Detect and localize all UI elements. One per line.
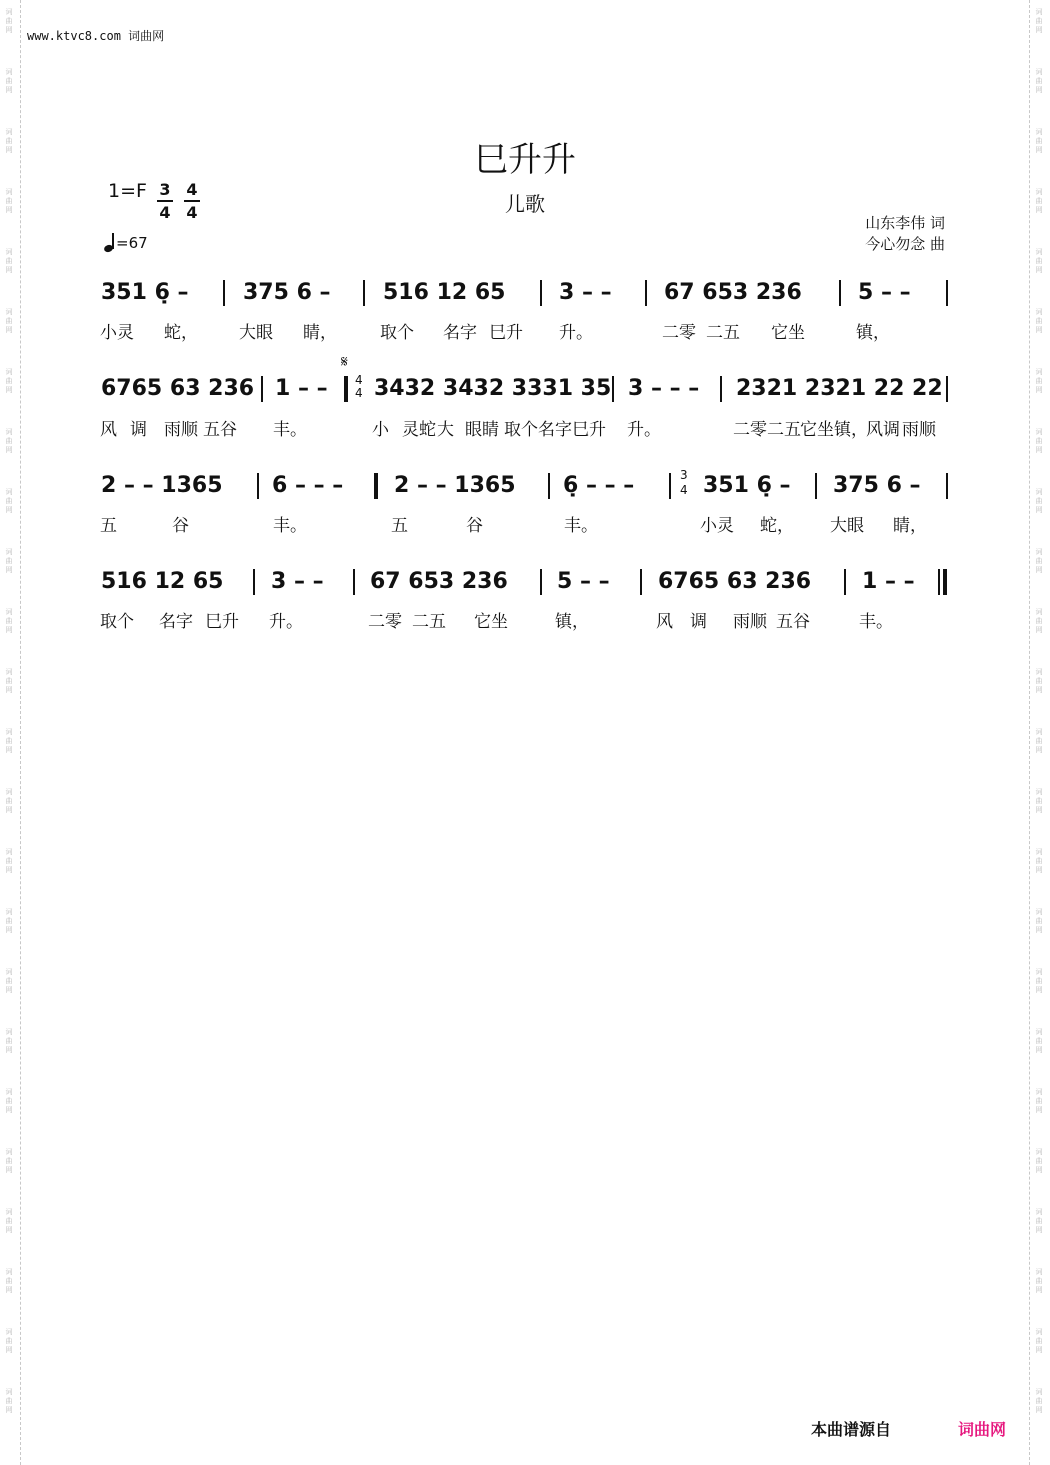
lyric: 睛， bbox=[893, 516, 927, 536]
watermark-text: 词曲网 bbox=[1035, 488, 1043, 514]
lyric: 二五 bbox=[412, 612, 446, 632]
lyric: 升。 bbox=[627, 420, 661, 440]
lyric: 升。 bbox=[559, 323, 593, 343]
watermark-text: 词曲网 bbox=[1035, 1088, 1043, 1114]
time-change-3-4: 3 4 bbox=[680, 468, 688, 497]
left-margin-strip bbox=[0, 0, 21, 1465]
watermark-text: 词曲网 bbox=[1035, 968, 1043, 994]
measure: 516 12 65 bbox=[383, 280, 506, 305]
barline bbox=[253, 569, 255, 595]
watermark-text: 词曲网 bbox=[1035, 788, 1043, 814]
watermark-text: 词曲网 bbox=[1035, 248, 1043, 274]
lyric: 雨顺 bbox=[164, 420, 198, 440]
barline bbox=[540, 569, 542, 595]
time-signature-4-4: 4 4 bbox=[184, 180, 200, 222]
watermark-text: 词曲网 bbox=[1035, 1268, 1043, 1294]
lyric: 五谷 bbox=[776, 612, 810, 632]
lyric: 镇， bbox=[555, 612, 589, 632]
watermark-text: 词曲网 bbox=[5, 548, 13, 574]
watermark-text: 词曲网 bbox=[1035, 308, 1043, 334]
lyric: 雨顺 bbox=[902, 420, 936, 440]
footer-source-label: 本曲谱源自 bbox=[811, 1420, 892, 1439]
lyric: 取个 bbox=[100, 612, 134, 632]
watermark-text: 词曲网 bbox=[5, 368, 13, 394]
repeat-end-barline bbox=[374, 473, 378, 499]
lyric: 眼睛 bbox=[465, 420, 499, 440]
barline bbox=[946, 376, 948, 402]
lyric: 风调 bbox=[866, 420, 900, 440]
measure: 67 653 236 bbox=[370, 569, 508, 594]
watermark-text: 词曲网 bbox=[1035, 8, 1043, 34]
lyric: 升。 bbox=[269, 612, 303, 632]
lyric: 丰。 bbox=[273, 420, 307, 440]
watermark-text: 词曲网 bbox=[5, 1028, 13, 1054]
repeat-start-barline bbox=[344, 376, 348, 402]
right-margin-strip bbox=[1029, 0, 1050, 1465]
quarter-note-icon bbox=[104, 232, 116, 252]
score-line-1 bbox=[0, 272, 1050, 312]
time-change-4-4: 4 4 bbox=[355, 373, 363, 400]
measure: 6765 63 236 bbox=[658, 569, 812, 594]
watermark-text: 词曲网 bbox=[5, 248, 13, 274]
lyric: 风 bbox=[656, 612, 673, 632]
lyric: 调 bbox=[130, 420, 147, 440]
watermark-text: 词曲网 bbox=[5, 188, 13, 214]
barline bbox=[548, 473, 550, 499]
watermark-text: 词曲网 bbox=[5, 728, 13, 754]
lyric: 巳升 bbox=[205, 612, 239, 632]
measure: 3 – – bbox=[559, 280, 612, 305]
lyric: 巳升 bbox=[489, 323, 523, 343]
watermark-text: 词曲网 bbox=[5, 488, 13, 514]
watermark-text: 词曲网 bbox=[5, 8, 13, 34]
measure: 1 – – bbox=[275, 376, 328, 401]
barline bbox=[815, 473, 817, 499]
lyric: 风 bbox=[100, 420, 117, 440]
lyrics-line-2 bbox=[0, 415, 1050, 439]
song-subtitle: 儿歌 bbox=[505, 192, 545, 216]
lyric: 它坐 bbox=[771, 323, 805, 343]
lyric: 五 bbox=[391, 516, 408, 536]
time-signature-3-4: 3 4 bbox=[157, 180, 173, 222]
lyric: 它坐 bbox=[474, 612, 508, 632]
measure: 351 6̣ – bbox=[101, 280, 189, 305]
watermark-text: 词曲网 bbox=[5, 908, 13, 934]
lyric: 小灵 bbox=[100, 323, 134, 343]
watermark-text: 词曲网 bbox=[1035, 908, 1043, 934]
lyric: 丰。 bbox=[564, 516, 598, 536]
credits bbox=[865, 213, 945, 255]
final-barline-thick bbox=[943, 569, 947, 595]
score-line-2 bbox=[0, 352, 1050, 408]
lyrics-line-1 bbox=[0, 318, 1050, 342]
lyric: 五谷 bbox=[203, 420, 237, 440]
watermark-text: 词曲网 bbox=[1035, 188, 1043, 214]
measure: 3 – – – bbox=[628, 376, 700, 401]
final-barline-thin bbox=[938, 569, 940, 595]
watermark-text: 词曲网 bbox=[5, 788, 13, 814]
lyric: 小灵 bbox=[700, 516, 734, 536]
measure: 5 – – bbox=[557, 569, 610, 594]
tempo-marking: =67 bbox=[104, 232, 148, 252]
barline bbox=[839, 280, 841, 306]
lyric: 谷 bbox=[172, 516, 189, 536]
lyric: 五 bbox=[100, 516, 117, 536]
watermark-text: 词曲网 bbox=[5, 608, 13, 634]
measure: 2321 2321 22 22 bbox=[736, 376, 943, 401]
barline bbox=[844, 569, 846, 595]
watermark-text: 词曲网 bbox=[5, 848, 13, 874]
watermark-text: 词曲网 bbox=[5, 1208, 13, 1234]
lyric: 灵蛇 bbox=[402, 420, 436, 440]
measure: 375 6 – bbox=[243, 280, 331, 305]
watermark-text: 词曲网 bbox=[5, 1088, 13, 1114]
barline bbox=[669, 473, 671, 499]
lyrics-line-4 bbox=[0, 607, 1050, 631]
watermark-text: 词曲网 bbox=[1035, 1328, 1043, 1354]
watermark-text: 词曲网 bbox=[5, 128, 13, 154]
lyric: 蛇， bbox=[760, 516, 794, 536]
lyric: 取个 bbox=[380, 323, 414, 343]
measure: 2 – – 1365 bbox=[101, 473, 223, 498]
barline bbox=[223, 280, 225, 306]
lyric: 谷 bbox=[466, 516, 483, 536]
lyric: 镇， bbox=[856, 323, 890, 343]
lyric: 调 bbox=[690, 612, 707, 632]
measure: 3432 3432 3331 35 bbox=[374, 376, 612, 401]
barline bbox=[640, 569, 642, 595]
watermark-text: 词曲网 bbox=[5, 68, 13, 94]
lyric: 丰。 bbox=[273, 516, 307, 536]
barline bbox=[946, 473, 948, 499]
watermark-text: 词曲网 bbox=[5, 1148, 13, 1174]
measure: 67 653 236 bbox=[664, 280, 802, 305]
lyric: 二零二五 bbox=[733, 420, 801, 440]
watermark-text: 词曲网 bbox=[1035, 608, 1043, 634]
barline bbox=[363, 280, 365, 306]
lyric: 名字 bbox=[159, 612, 193, 632]
watermark-text: 词曲网 bbox=[1035, 68, 1043, 94]
lyric: 睛， bbox=[303, 323, 337, 343]
footer-brand-link[interactable]: 词曲网 bbox=[958, 1420, 1007, 1439]
key-signature: 1=F bbox=[108, 180, 147, 202]
lyric: 小 bbox=[372, 420, 389, 440]
lyric: 大 bbox=[437, 420, 454, 440]
watermark-text: 词曲网 bbox=[1035, 368, 1043, 394]
barline bbox=[720, 376, 722, 402]
lyric: 丰。 bbox=[859, 612, 893, 632]
measure: 1 – – bbox=[862, 569, 915, 594]
watermark-text: 词曲网 bbox=[1035, 128, 1043, 154]
segno-icon: 𝄋 bbox=[341, 352, 348, 371]
measure: 6̣ – – – bbox=[563, 473, 635, 498]
barline bbox=[257, 473, 259, 499]
barline bbox=[946, 280, 948, 306]
barline bbox=[645, 280, 647, 306]
score-line-3 bbox=[0, 465, 1050, 505]
barline bbox=[353, 569, 355, 595]
song-title: 巳升升 bbox=[474, 140, 576, 180]
measure: 6765 63 236 bbox=[101, 376, 255, 401]
lyric: 雨顺 bbox=[733, 612, 767, 632]
lyric: 蛇， bbox=[164, 323, 198, 343]
watermark-text: 词曲网 bbox=[1035, 1028, 1043, 1054]
lyric: 二零 bbox=[662, 323, 696, 343]
score-line-4 bbox=[0, 561, 1050, 601]
measure: 351 6̣ – bbox=[703, 473, 791, 498]
barline bbox=[261, 376, 263, 402]
watermark-text: 词曲网 bbox=[1035, 1208, 1043, 1234]
watermark-text: 词曲网 bbox=[1035, 428, 1043, 454]
measure: 5 – – bbox=[858, 280, 911, 305]
barline bbox=[612, 376, 614, 402]
watermark-text: 词曲网 bbox=[1035, 548, 1043, 574]
watermark-text: 词曲网 bbox=[5, 1328, 13, 1354]
composer-credit: 今心勿念 曲 bbox=[865, 235, 945, 253]
measure: 516 12 65 bbox=[101, 569, 224, 594]
watermark-text: 词曲网 bbox=[5, 968, 13, 994]
watermark-text: 词曲网 bbox=[1035, 848, 1043, 874]
watermark-text: 词曲网 bbox=[1035, 668, 1043, 694]
watermark-text: 词曲网 bbox=[5, 668, 13, 694]
lyric: 取个名字 bbox=[504, 420, 572, 440]
watermark-text: 词曲网 bbox=[1035, 1388, 1043, 1414]
measure: 375 6 – bbox=[833, 473, 921, 498]
barline bbox=[540, 280, 542, 306]
watermark-text: 词曲网 bbox=[5, 308, 13, 334]
lyric: 二五 bbox=[706, 323, 740, 343]
lyric: 它坐镇， bbox=[800, 420, 868, 440]
watermark-text: 词曲网 bbox=[5, 1388, 13, 1414]
site-header: www.ktvc8.com 词曲网 bbox=[27, 29, 165, 43]
watermark-text: 词曲网 bbox=[1035, 728, 1043, 754]
lyricist-credit: 山东李伟 词 bbox=[865, 214, 945, 232]
lyric: 二零 bbox=[368, 612, 402, 632]
measure: 6 – – – bbox=[272, 473, 344, 498]
lyric: 大眼 bbox=[239, 323, 273, 343]
measure: 3 – – bbox=[271, 569, 324, 594]
lyrics-line-3 bbox=[0, 511, 1050, 535]
lyric: 名字 bbox=[443, 323, 477, 343]
watermark-text: 词曲网 bbox=[5, 1268, 13, 1294]
watermark-text: 词曲网 bbox=[1035, 1148, 1043, 1174]
lyric: 大眼 bbox=[830, 516, 864, 536]
measure: 2 – – 1365 bbox=[394, 473, 516, 498]
watermark-text: 词曲网 bbox=[5, 428, 13, 454]
lyric: 巳升 bbox=[572, 420, 606, 440]
